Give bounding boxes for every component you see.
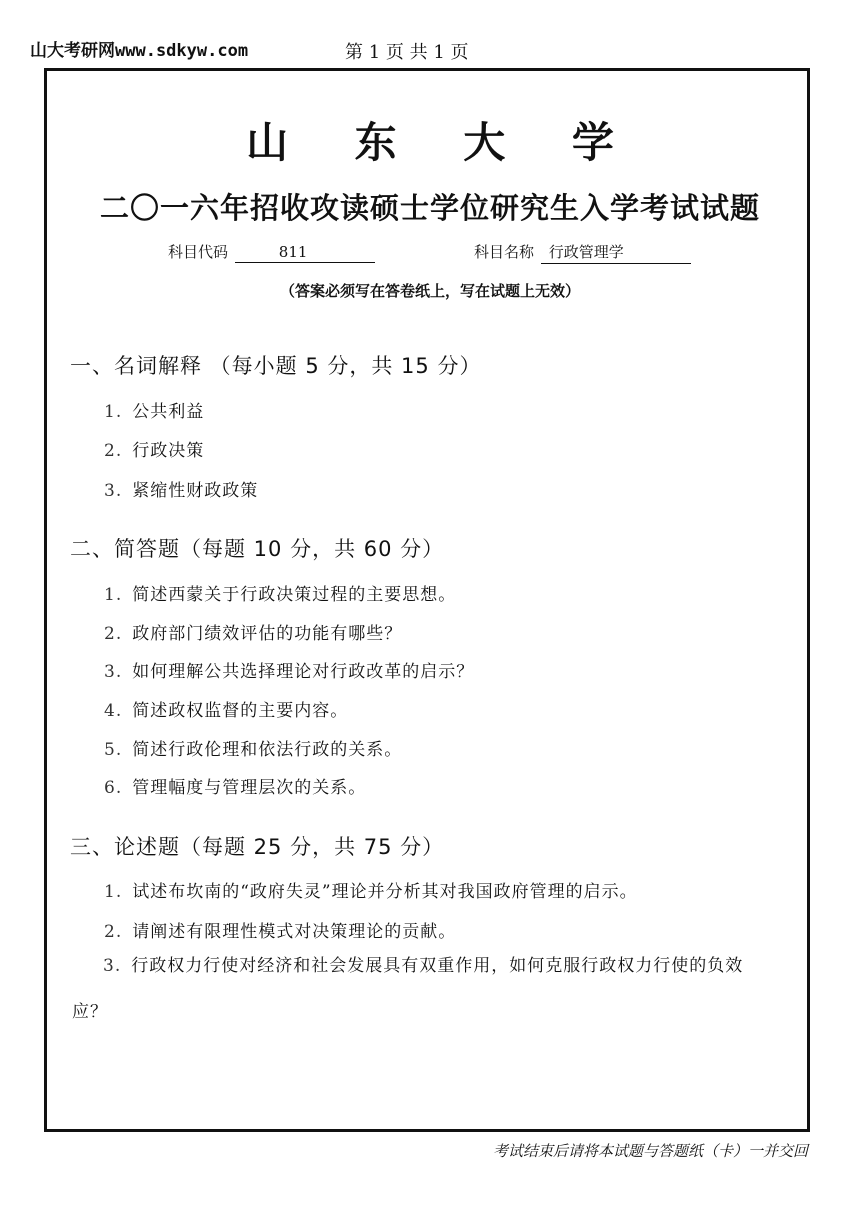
item-number: 3. <box>104 481 123 501</box>
list-item <box>104 877 638 902</box>
subject-name-label: 科目名称 <box>474 243 535 261</box>
item-text: 试述布坎南的“政府失灵”理论并分析其对我国政府管理的启示。 <box>132 882 638 902</box>
list-item <box>104 696 348 721</box>
subject-name-row <box>474 241 691 264</box>
item-text: 紧缩性财政政策 <box>132 481 259 501</box>
list-item <box>104 735 402 760</box>
list-item <box>104 476 258 501</box>
subject-name-value: 行政管理学 <box>541 241 691 264</box>
university-name: 山 东 大 学 <box>246 118 640 167</box>
item-text: 请阐述有限理性模式对决策理论的贡献。 <box>132 922 457 942</box>
section-title-terms: 一、名词解释 （每小题 5 分，共 15 分） <box>70 354 482 378</box>
list-item <box>104 619 402 644</box>
list-item <box>104 773 366 798</box>
list-item <box>72 943 762 1035</box>
footer-note: 考试结束后请将本试题与答题纸（卡）一并交回 <box>492 1142 808 1160</box>
item-text: 公共利益 <box>132 402 205 422</box>
list-item <box>104 657 474 682</box>
item-number: 1. <box>104 402 123 422</box>
item-number: 1. <box>104 585 123 605</box>
list-item <box>104 436 204 461</box>
item-number: 3. <box>104 662 123 682</box>
subject-code-label: 科目代码 <box>168 243 229 261</box>
item-number: 6. <box>104 778 123 798</box>
section-title-short-answer: 二、简答题（每题 10 分，共 60 分） <box>70 537 445 561</box>
item-number: 1. <box>104 882 123 902</box>
exam-title: 二〇一六年招收攻读硕士学位研究生入学考试试题 <box>99 191 760 225</box>
list-item <box>104 917 456 942</box>
item-number: 4. <box>104 701 123 721</box>
item-text: 政府部门绩效评估的功能有哪些？ <box>132 624 403 644</box>
subject-code-row <box>168 241 375 263</box>
answer-note: （答案必须写在答卷纸上，写在试题上无效） <box>279 282 580 300</box>
page-number: 第 1 页 共 1 页 <box>345 42 469 63</box>
subject-code-value: 811 <box>235 243 375 263</box>
item-text: 行政权力行使对经济和社会发展具有双重作用，如何克服行政权力行使的负效应？ <box>72 956 744 1022</box>
item-text: 管理幅度与管理层次的关系。 <box>132 778 367 798</box>
item-text: 简述行政伦理和依法行政的关系。 <box>132 740 403 760</box>
item-text: 行政决策 <box>132 441 205 461</box>
item-text: 简述西蒙关于行政决策过程的主要思想。 <box>132 585 457 605</box>
list-item <box>104 397 204 422</box>
item-number: 2. <box>104 922 123 942</box>
item-text: 简述政权监督的主要内容。 <box>132 701 349 721</box>
item-number: 2. <box>104 441 123 461</box>
item-number: 3. <box>103 956 122 976</box>
section-title-essay: 三、论述题（每题 25 分，共 75 分） <box>70 835 445 859</box>
item-text: 如何理解公共选择理论对行政改革的启示？ <box>132 662 475 682</box>
site-watermark: 山大考研网www.sdkyw.com <box>30 41 249 61</box>
item-number: 5. <box>104 740 123 760</box>
item-number: 2. <box>104 624 123 644</box>
list-item <box>104 580 456 605</box>
